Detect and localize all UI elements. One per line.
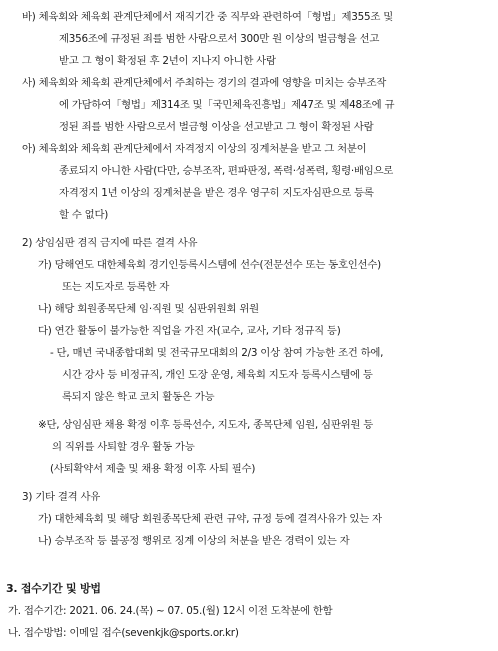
text-line: 할 수 없다) xyxy=(59,209,109,221)
text-line: - 단, 매년 국내종합대회 및 전국규모대회의 2/3 이상 참여 가능한 조건 하에, xyxy=(50,347,384,359)
text-line: 종료되지 아니한 사람(다만, 승부조작, 편파판정, 폭력·성폭력, 횡령·배임으로 xyxy=(59,165,394,177)
text-line: 나. 접수방법: 이메일 접수(sevenkjk@sports.or.kr) xyxy=(8,627,239,639)
text-line: 의 직위를 사퇴할 경우 활동 가능 xyxy=(52,441,195,453)
text-line: 정된 죄를 범한 사람으로서 벌금형 이상을 선고받고 그 형이 확정된 사람 xyxy=(59,121,374,133)
text-line: 록되지 않은 학교 코치 활동은 가능 xyxy=(62,391,215,403)
text-line: 받고 그 형이 확정된 후 2년이 지나지 아니한 사람 xyxy=(59,55,276,67)
section-heading: 3. 접수기간 및 방법 xyxy=(6,582,101,595)
text-line: 가) 당해연도 대한체육회 경기인등록시스템에 선수(전문선수 또는 동호인선수) xyxy=(38,259,381,271)
text-line: 다) 연간 활동이 불가능한 직업을 가진 자(교수, 교사, 기타 정규직 등) xyxy=(38,325,341,337)
text-line: 바) 체육회와 체육회 관계단체에서 재직기간 중 직무와 관련하여「형법」제355조 및 xyxy=(22,11,393,23)
text-line: (사퇴확약서 제출 및 채용 확정 이후 사퇴 필수) xyxy=(50,463,256,475)
text-line: 시간 강사 등 비정규직, 개인 도장 운영, 체육회 지도자 등록시스템에 등 xyxy=(62,369,373,381)
text-line: 에 가담하여「형법」제314조 및「국민체육진흥법」제47조 및 제48조에 규 xyxy=(59,99,395,111)
text-line: 사) 체육회와 체육회 관계단체에서 주최하는 경기의 결과에 영향을 미치는 승부조작 xyxy=(22,77,387,89)
text-line: 2) 상임심판 겸직 금지에 따른 결격 사유 xyxy=(22,237,198,249)
text-line: 자격정지 1년 이상의 징계처분을 받은 경우 영구히 지도자심판으로 등록 xyxy=(59,187,374,199)
text-line: 나) 해당 회원종목단체 임·직원 및 심판위원회 위원 xyxy=(38,303,259,315)
text-line: 또는 지도자로 등록한 자 xyxy=(62,281,170,293)
text-line: ※단, 상임심판 채용 확정 이후 등록선수, 지도자, 종목단체 임원, 심판위원 등 xyxy=(38,419,374,431)
text-line: 3) 기타 결격 사유 xyxy=(22,491,101,503)
text-line: 아) 체육회와 체육회 관계단체에서 자격정지 이상의 징계처분을 받고 그 처분이 xyxy=(22,143,367,155)
text-line: 가. 접수기간: 2021. 06. 24.(목) ~ 07. 05.(월) 12시 이전 도착분에 한함 xyxy=(8,605,333,617)
text-line: 제356조에 규정된 죄를 범한 사람으로서 300만 원 이상의 벌금형을 선고 xyxy=(59,33,380,45)
text-line: 가) 대한체육회 및 해당 회원종목단체 관련 규약, 규정 등에 결격사유가 있는 자 xyxy=(38,513,382,525)
text-line: 나) 승부조작 등 불공정 행위로 징계 이상의 처분을 받은 경력이 있는 자 xyxy=(38,535,350,547)
